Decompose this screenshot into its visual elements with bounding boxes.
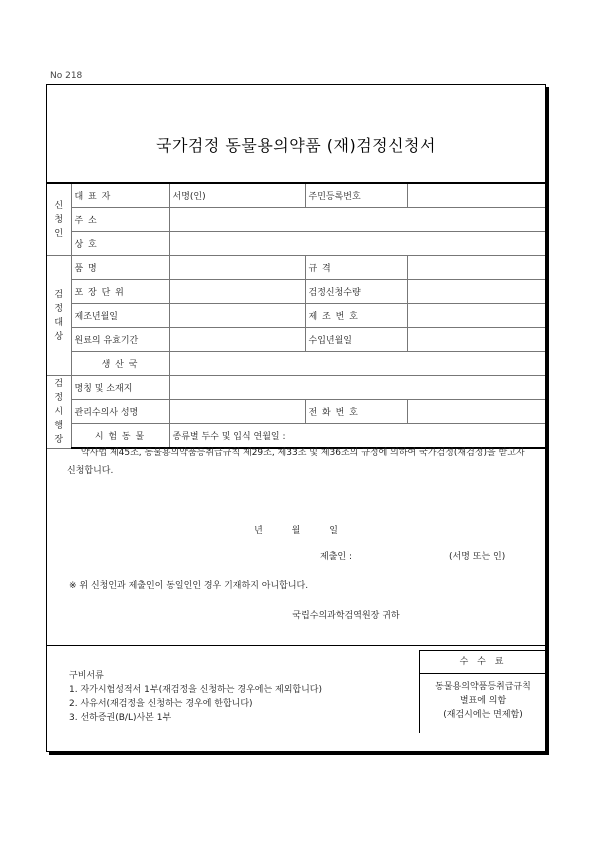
phone-field[interactable] (407, 400, 545, 424)
manufacture-date-label: 제조년월일 (71, 304, 169, 328)
trade-name-field[interactable] (169, 232, 545, 256)
test-animal-label: 시 험 동 물 (71, 424, 169, 449)
documents-title: 구비서류 (69, 671, 104, 681)
vet-name-label: 관리수의사 성명 (71, 400, 169, 424)
table-row (47, 232, 545, 256)
address-field[interactable] (169, 208, 545, 232)
form-frame (46, 84, 546, 752)
applicant-group-label: 신청인 (47, 183, 71, 256)
test-animal-field[interactable]: 종류별 두수 및 입식 연월일 : (169, 424, 545, 449)
sign-note: (서명 또는 인) (449, 552, 506, 562)
fee-box (419, 650, 546, 733)
fee-title: 수 수 료 (420, 651, 546, 674)
spec-field[interactable] (407, 256, 545, 280)
reg-no-label: 주민등록번호 (305, 183, 407, 208)
spec-label: 규 격 (305, 256, 407, 280)
table-row (47, 304, 545, 328)
site-group-label: 검정시행장 (47, 376, 71, 449)
product-name-label: 품 명 (71, 256, 169, 280)
lot-no-label: 제 조 번 호 (305, 304, 407, 328)
product-name-field[interactable] (169, 256, 305, 280)
vet-name-field[interactable] (169, 400, 305, 424)
document-item: 3. 선하증권(B/L)사본 1부 (69, 713, 172, 723)
quantity-field[interactable] (407, 280, 545, 304)
document-item: 2. 사유서(재검정을 신청하는 경우에 한합니다) (69, 699, 253, 709)
package-unit-label: 포 장 단 위 (71, 280, 169, 304)
country-label: 생 산 국 (71, 352, 169, 376)
reg-no-field[interactable] (407, 183, 545, 208)
expiry-field[interactable] (169, 328, 305, 352)
phone-label: 전 화 번 호 (305, 400, 407, 424)
package-unit-field[interactable] (169, 280, 305, 304)
quantity-label: 검정신청수량 (305, 280, 407, 304)
application-table (47, 182, 545, 449)
site-name-label: 명칭 및 소재지 (71, 376, 169, 400)
table-row (47, 280, 545, 304)
document-item: 1. 자가시험성적서 1부(재검정을 신청하는 경우에는 제외합니다) (69, 685, 322, 695)
form-number: No 218 (50, 71, 83, 81)
fee-description: 동물용의약품등취급규칙 별표에 의함 (재검시에는 면제함) (435, 682, 531, 720)
addressee: 국립수의과학검역원장 귀하 (292, 611, 400, 621)
subject-group-label: 검정대상 (47, 256, 71, 376)
manufacture-date-field[interactable] (169, 304, 305, 328)
import-date-label: 수입년월일 (305, 328, 407, 352)
section-divider (47, 645, 545, 646)
applicant-note: ※ 위 신청인과 제출인이 동일인인 경우 기재하지 아니합니다. (69, 581, 309, 591)
site-name-field[interactable] (169, 376, 545, 400)
declaration-text: 약사법 제45조, 동물용의약품등취급규칙 제29조, 제33조 및 제36조의 규정에 의하여 국가검정(재검정)을 받고자 신청합니다. (67, 448, 525, 476)
date-line: 년 월 일 (254, 526, 338, 536)
address-label: 주 소 (71, 208, 169, 232)
rep-label: 대 표 자 (71, 183, 169, 208)
table-row (47, 183, 545, 208)
country-field[interactable] (169, 352, 545, 376)
lot-no-field[interactable] (407, 304, 545, 328)
submitter-label: 제출인 : (320, 552, 352, 562)
required-documents (69, 669, 322, 725)
expiry-label: 원료의 유효기간 (71, 328, 169, 352)
table-row (47, 376, 545, 400)
import-date-field[interactable] (407, 328, 545, 352)
rep-name-field[interactable]: 서명(인) (169, 183, 305, 208)
table-row (47, 256, 545, 280)
form-title: 국가검정 동물용의약품 (재)검정신청서 (156, 136, 436, 155)
table-row (47, 400, 545, 424)
table-row (47, 352, 545, 376)
table-row (47, 328, 545, 352)
trade-name-label: 상 호 (71, 232, 169, 256)
table-row (47, 208, 545, 232)
